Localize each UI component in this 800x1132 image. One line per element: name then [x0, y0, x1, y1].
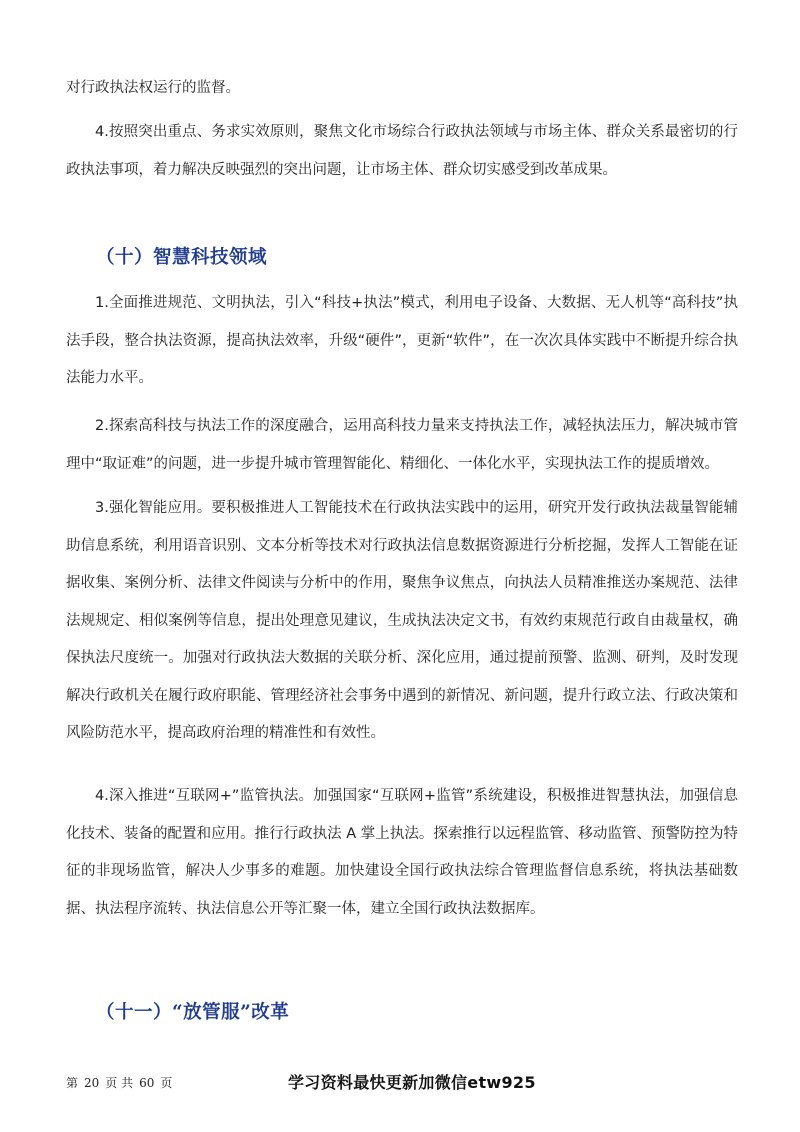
paragraph-item-4-top: 4.按照突出重点、务求实效原则，聚焦文化市场综合行政执法领域与市场主体、群众关系最密切的行政执法事项，着力解决反映强烈的突出问题，让市场主体、群众切实感受到改革成果。	[66, 124, 738, 178]
page-mid: 页 共	[105, 1076, 134, 1090]
paragraph-10-item-1: 1.全面推进规范、文明执法，引入“科技+执法”模式，利用电子设备、大数据、无人机等“高科技”执法手段，整合执法资源，提高执法效率，升级“硬件”，更新“软件”，在一次次具体实践中不断提升综合执法能力水平。	[66, 295, 738, 386]
paragraph-10-item-3: 3.强化智能应用。要积极推进人工智能技术在行政执法实践中的运用，研究开发行政执法裁量智能辅助信息系统，利用语音识别、文本分析等技术对行政执法信息数据资源进行分析挖掘，发挥人工智能在证据收集、案例分析、法律文件阅读与分析中的作用，聚焦争议焦点，向执法人员精准推送办案规范、法律法规规定、相似案例等信息，提出处理意见建议，生成执法决定文书，有效约束规范行政自由裁量权，确保执法尺度统一。加强对行政执法大数据的关联分析、深化应用，通过提前预警、监测、研判，及时发现解决行政机关在履行政府职能、管理经济社会事务中遇到的新情况、新问题，提升行政立法、行政决策和风险防范水平，提高政府治理的精准性和有效性。	[66, 500, 738, 741]
paragraph-10-item-4: 4.深入推进“互联网+”监管执法。加强国家“互联网+监管”系统建设，积极推进智慧执法，加强信息化技术、装备的配置和应用。推行行政执法 A 掌上执法。探索推行以远程监管、移动监管、预警防控为特征的非现场监管，解决人少事多的难题。加快建设全国行政执法综合管理监督信息系统，将执法基础数据、执法程序流转、执法信息公开等汇聚一体，建立全国行政执法数据库。	[66, 788, 738, 917]
footer-watermark-text: 学习资料最快更新加微信etw925	[288, 1073, 536, 1092]
page-number	[66, 1074, 178, 1091]
section-heading-11: （十一）“放管服”改革	[96, 1002, 290, 1023]
paragraph-10-item-2: 2.探索高科技与执法工作的深度融合，运用高科技力量来支持执法工作，减轻执法压力，解决城市管理中“取证难”的问题，进一步提升城市管理智能化、精细化、一体化水平，实现执法工作的提质增效。	[66, 418, 738, 472]
page-prefix: 第	[66, 1076, 79, 1090]
page-total: 60	[139, 1076, 155, 1090]
page-current: 20	[84, 1076, 100, 1090]
paragraph-continuation: 对行政执法权运行的监督。	[66, 80, 240, 96]
section-heading-10: （十）智慧科技领域	[96, 247, 268, 268]
page-suffix: 页	[160, 1076, 173, 1090]
